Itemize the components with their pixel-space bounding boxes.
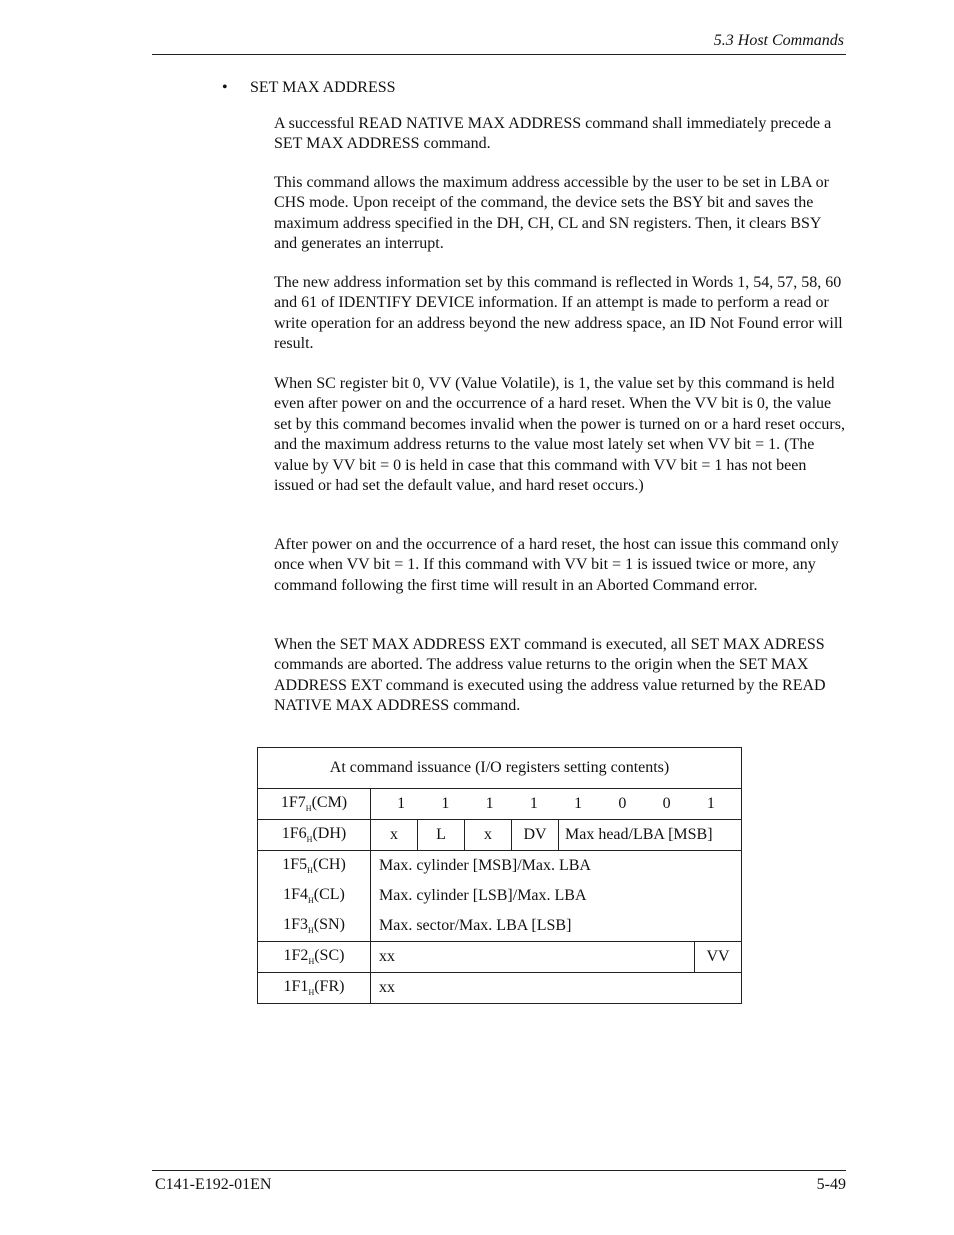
bit-value: 0	[618, 795, 627, 812]
document-id: C141-E192-01EN	[155, 1176, 272, 1193]
sc-vv-bit: VV	[694, 942, 741, 972]
header-rule	[152, 54, 846, 55]
dh-bit7: x	[371, 820, 418, 851]
paragraph: After power on and the occurrence of a hard reset, the host can issue this command only once when VV bit = 1. If this command with VV bit = 1 is issued twice or more, any command following the first time will result in an Aborted Command error.	[274, 536, 839, 594]
cl-value: Max. cylinder [LSB]/Max. LBA	[371, 881, 742, 911]
bit-value: 1	[574, 795, 583, 812]
register-label-fr: $1F1_H(FR)$	[258, 973, 371, 1004]
section-title: SET MAX ADDRESS	[250, 79, 396, 96]
bit-value: 1	[397, 795, 406, 812]
register-label-sc: $1F2_H(SC)$	[258, 942, 371, 973]
paragraph: The new address information set by this command is reflected in Words 1, 54, 57, 58, 60 and 61 of IDENTIFY DEVICE information. If an attempt is made to perform a read or write operation for an address beyond the new address space, an ID Not Found error will result.	[274, 274, 843, 353]
bit-value: 0	[662, 795, 671, 812]
bit-value: 1	[706, 795, 715, 812]
dh-bit4-and-head	[512, 820, 742, 851]
fr-value: xx	[371, 973, 742, 1004]
register-label-dh: $1F6_H(DH)$	[258, 820, 371, 851]
paragraph: When the SET MAX ADDRESS EXT command is executed, all SET MAX ADRESS commands are aborted. The address value returns to the origin when the SET MAX ADDRESS EXT command is executed using the address value returned by the READ NATIVE MAX ADDRESS command.	[274, 636, 826, 715]
page-number: 5-49	[816, 1176, 846, 1193]
register-label-sn: $1F3_H(SN)$	[258, 911, 371, 942]
sc-row	[371, 942, 742, 973]
dh-bit5: x	[465, 820, 512, 851]
register-table	[257, 747, 742, 1004]
footer-rule	[152, 1170, 846, 1171]
table-caption: At command issuance (I/O registers setting contents)	[258, 748, 742, 789]
dh-bit6: L	[418, 820, 465, 851]
paragraph: This command allows the maximum address accessible by the user to be set in LBA or CHS mode. Upon receipt of the command, the device sets the BSY bit and saves the maximum address specified in the DH, CH, CL and SN registers. Then, it clears BSY and generates an interrupt.	[274, 174, 829, 253]
dh-bit4: DV	[512, 820, 559, 850]
bit-value: 1	[441, 795, 450, 812]
bullet-marker: •	[222, 79, 228, 96]
sn-value: Max. sector/Max. LBA [LSB]	[371, 911, 742, 942]
register-label-cm: $1F7_H(CM)$	[258, 789, 371, 820]
running-header: 5.3 Host Commands	[713, 32, 844, 49]
sc-value: xx	[379, 948, 395, 965]
register-label-cl: $1F4_H(CL)$	[258, 881, 371, 911]
command-bits	[371, 789, 742, 820]
dh-head: Max head/LBA [MSB]	[565, 826, 713, 843]
register-label-ch: $1F5_H(CH)$	[258, 851, 371, 882]
paragraph: When SC register bit 0, VV (Value Volatile), is 1, the value set by this command is held even after power on and the occurrence of a hard reset. When the VV bit is 0, the value set by this command becomes invalid when the power is turned on or a hard reset occurs, and the maximum address returns to the value most lately set when VV bit = 1. (The value by VV bit = 0 is held in case that this command with VV bit = 1 has not been issued or had set the default value, and hard reset occurs.)	[274, 375, 845, 495]
ch-value: Max. cylinder [MSB]/Max. LBA	[371, 851, 742, 882]
bit-value: 1	[529, 795, 538, 812]
bit-value: 1	[485, 795, 494, 812]
paragraph: A successful READ NATIVE MAX ADDRESS command shall immediately precede a SET MAX ADDRESS command.	[274, 115, 832, 153]
